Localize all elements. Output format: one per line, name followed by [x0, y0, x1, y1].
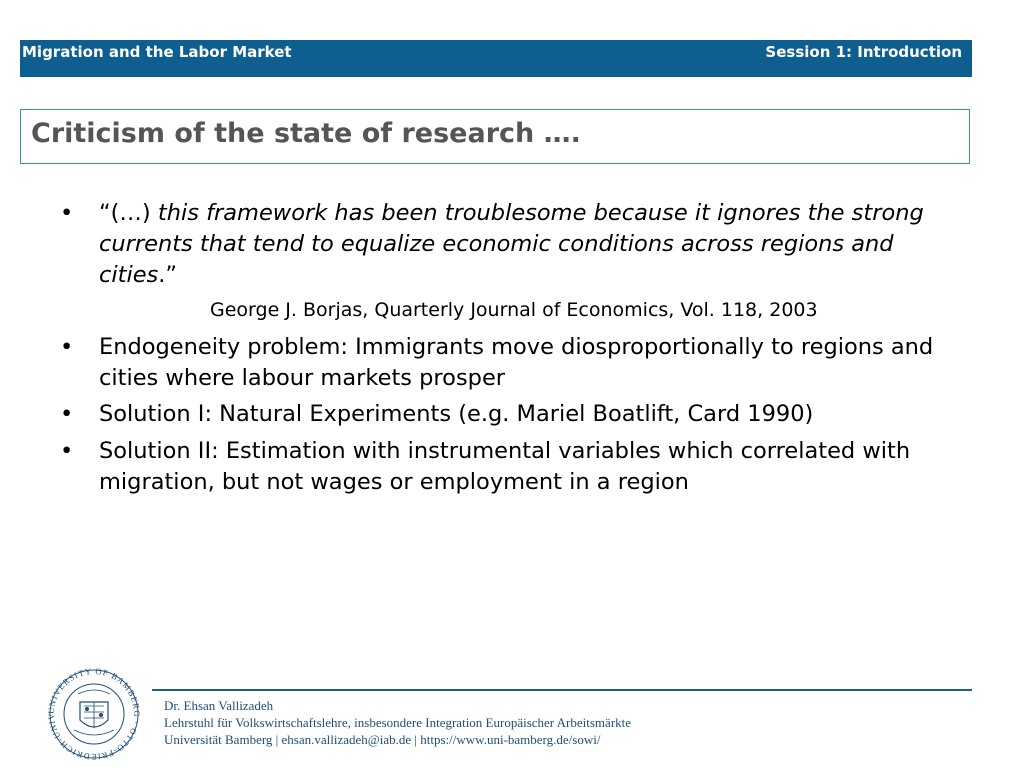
bullet-icon: • [60, 334, 74, 360]
footer [164, 697, 631, 748]
university-seal-icon [44, 668, 144, 760]
bullet-icon: • [60, 438, 74, 464]
bullet-item-quote [60, 198, 970, 291]
bullet-text: Endogeneity problem: Immigrants move diosproportionally to regions and cities where labour markets prosper [99, 334, 934, 391]
bullet-item-solution-2 [60, 436, 960, 498]
seal-text: UNIVERSITY OF BAMBERG · OTTO-FRIEDRICH-UNIV [45, 668, 143, 760]
svg-text:UNIVERSITY OF BAMBERG · OTTO-F [44, 668, 142, 760]
slide-title-box [20, 109, 970, 164]
quote-close: .” [158, 262, 178, 288]
footer-contact: Universität Bamberg | ehsan.vallizadeh@iab.de | https://www.uni-bamberg.de/sowi/ [164, 732, 601, 747]
footer-author: Dr. Ehsan Vallizadeh [164, 698, 274, 713]
footer-divider [152, 689, 972, 691]
header-bar [20, 40, 972, 77]
quote-citation: George J. Borjas, Quarterly Journal of Economics, Vol. 118, 2003 [210, 299, 818, 321]
session-title: Session 1: Introduction [765, 43, 962, 61]
slide-title: Criticism of the state of research …. [31, 118, 581, 149]
bullet-item-solution-1 [60, 399, 960, 430]
course-title: Migration and the Labor Market [22, 43, 292, 61]
quote-bullet [60, 198, 970, 291]
bullet-icon: • [60, 200, 74, 226]
quote-open: “(…) [99, 200, 158, 226]
quote-text: this framework has been troublesome because it ignores the strong currents that tend to equalize economic conditions across regions and cities [99, 200, 924, 288]
footer-chair: Lehrstuhl für Volkswirtschaftslehre, insbesondere Integration Europäischer Arbeitsmärkte [164, 715, 632, 730]
bullet-icon: • [60, 401, 74, 427]
bullet-item-endogeneity [60, 332, 960, 394]
bullet-text: Solution I: Natural Experiments (e.g. Mariel Boatlift, Card 1990) [99, 401, 814, 427]
bullet-text: Solution II: Estimation with instrumental variables which correlated with migration, but not wages or employment in a region [99, 438, 911, 495]
